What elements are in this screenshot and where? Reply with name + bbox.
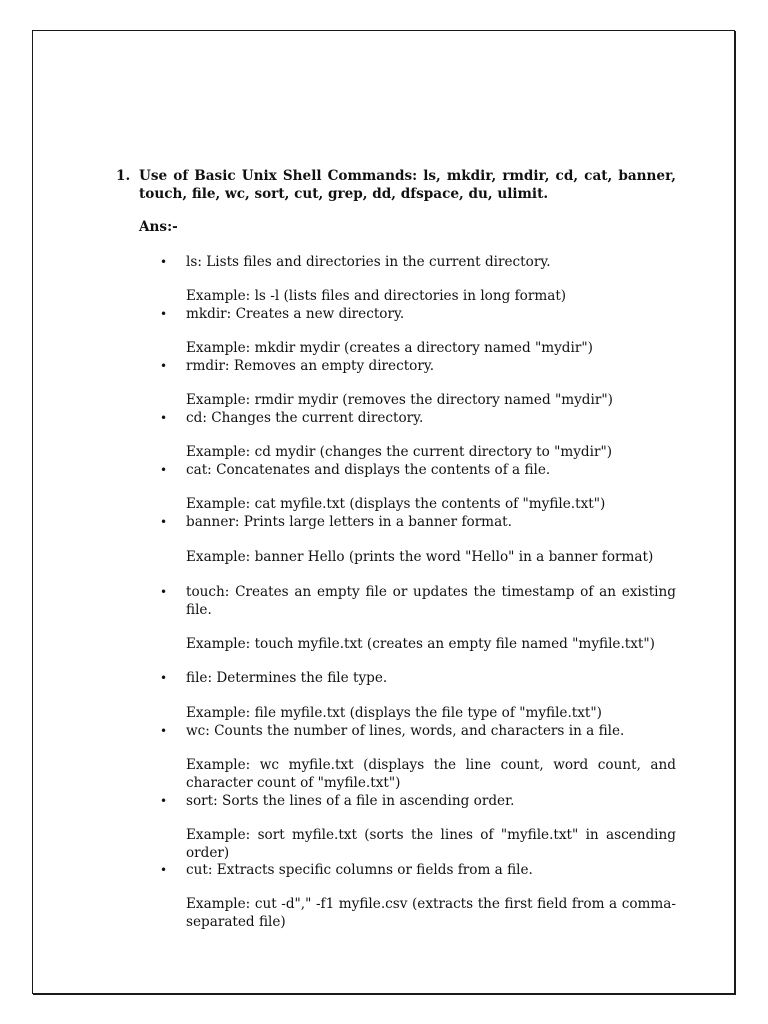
item-example: Example: cd mydir (changes the current directory to "mydir") xyxy=(186,444,613,460)
bullet: • xyxy=(160,515,168,529)
item-example: Example: rmdir mydir (removes the directory named "mydir") xyxy=(186,392,613,408)
heading-text: Use of Basic Unix Shell Commands: ls, mkdir, rmdir, cd, cat, banner, touch, file, wc, sort, cut, grep, dd, dfspace, du, ulimit. xyxy=(139,168,676,202)
bullet: • xyxy=(160,255,168,269)
item-description: cut: Extracts specific columns or fields from a file. xyxy=(186,862,533,878)
bullet: • xyxy=(160,411,168,425)
heading-number: 1. xyxy=(116,168,131,184)
item-example: Example: cut -d"," -f1 myfile.csv (extracts the first field from a comma-separated file) xyxy=(186,896,676,930)
bullet: • xyxy=(160,724,168,738)
item-example: Example: touch myfile.txt (creates an empty file named "myfile.txt") xyxy=(186,636,655,652)
item-description: mkdir: Creates a new directory. xyxy=(186,306,405,322)
answer-label: Ans:- xyxy=(139,219,178,235)
item-description: ls: Lists files and directories in the current directory. xyxy=(186,254,551,270)
item-example: Example: ls -l (lists files and directories in long format) xyxy=(186,288,567,304)
item-description: file: Determines the file type. xyxy=(186,670,388,686)
item-description: banner: Prints large letters in a banner format. xyxy=(186,514,512,530)
item-description: cat: Concatenates and displays the contents of a file. xyxy=(186,462,551,478)
bullet: • xyxy=(160,585,168,599)
item-example: Example: file myfile.txt (displays the file type of "myfile.txt") xyxy=(186,705,602,721)
item-description: wc: Counts the number of lines, words, and characters in a file. xyxy=(186,723,625,739)
item-description: cd: Changes the current directory. xyxy=(186,410,424,426)
bullet: • xyxy=(160,794,168,808)
bullet: • xyxy=(160,671,168,685)
section-heading xyxy=(116,168,676,203)
item-description: touch: Creates an empty file or updates the timestamp of an existing file. xyxy=(186,584,676,618)
item-description: sort: Sorts the lines of a file in ascending order. xyxy=(186,793,515,809)
item-description: rmdir: Removes an empty directory. xyxy=(186,358,435,374)
bullet: • xyxy=(160,863,168,877)
item-example: Example: banner Hello (prints the word "Hello" in a banner format) xyxy=(186,549,654,565)
bullet: • xyxy=(160,307,168,321)
bullet: • xyxy=(160,359,168,373)
bullet: • xyxy=(160,463,168,477)
item-example: Example: cat myfile.txt (displays the contents of "myfile.txt") xyxy=(186,496,606,512)
item-example: Example: wc myfile.txt (displays the line count, word count, and character count of "myfile.txt") xyxy=(186,757,676,791)
item-example: Example: sort myfile.txt (sorts the lines of "myfile.txt" in ascending order) xyxy=(186,827,676,861)
item-example: Example: mkdir mydir (creates a directory named "mydir") xyxy=(186,340,593,356)
